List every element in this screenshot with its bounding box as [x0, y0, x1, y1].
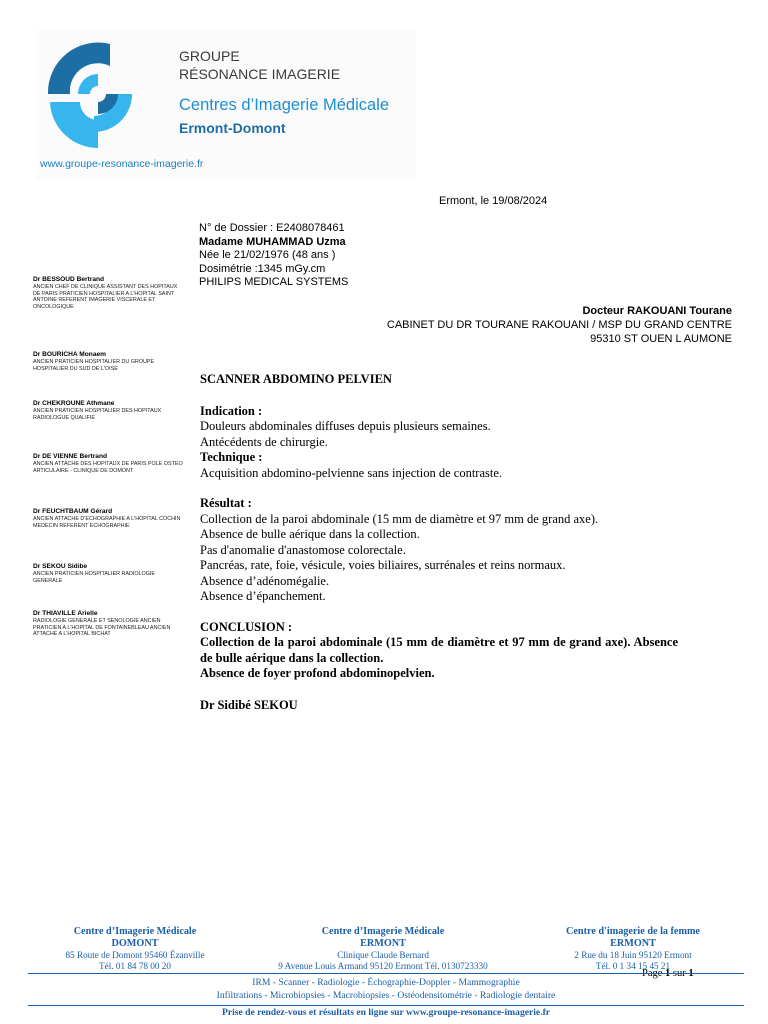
- brand-group: GROUPE: [179, 48, 240, 64]
- recipient-block: [387, 304, 732, 346]
- staff-desc: ANCIEN ATTACHE DES HOPITAUX DE PARIS POLE OSTEO ARTICULAIRE - CLINIQUE DE DOMONT: [33, 461, 183, 474]
- footer-domont: [40, 926, 230, 971]
- device: PHILIPS MEDICAL SYSTEMS: [199, 276, 349, 288]
- conclusion-last: Absence de foyer profond abdominopelvien.: [200, 666, 435, 680]
- staff-item: [33, 563, 183, 584]
- resultat-line: Pancréas, rate, foie, vésicule, voies biliaires, surrénales et reins normaux.: [200, 558, 566, 572]
- staff-name: Dr CHEKROUNE Athmane: [33, 400, 115, 407]
- staff-item: [33, 276, 183, 310]
- staff-desc: ANCIEN ATTACHE D'ECHOGRAPHIE A L'HOPITAL COCHIN MEDECIN REFERENT ECHOGRAPHIE: [33, 516, 181, 529]
- staff-desc: RADIOLOGIE GENERALE ET SENOLOGIE ANCIEN PRATICIEN A L'HOPITAL DE FONTAINEBLEAU ANCIEN ATTACHE A L'HOPITAL BICHAT: [33, 618, 171, 638]
- staff-item: [33, 508, 183, 529]
- resultat-line: Absence de bulle aérique dans la collection.: [200, 527, 420, 541]
- footer-ermont-address: 9 Avenue Louis Armand 95120 Ermont Tél. 0130723330: [278, 960, 488, 971]
- staff-item: [33, 610, 183, 638]
- staff-name: Dr SEKOU Sidibe: [33, 563, 88, 570]
- staff-item: [33, 453, 183, 474]
- staff-name: Dr DE VIENNE Bertrand: [33, 453, 108, 460]
- footer-ermont: [262, 926, 504, 971]
- resultat-line: Pas d'anomalie d'anastomose colorectale.: [200, 542, 406, 557]
- resultat-line: Collection de la paroi abdominale (15 mm de diamètre et 97 mm de grand axe).: [200, 511, 599, 526]
- services-line-2: Infiltrations - Microbiopsies - Macrobiopsies - Ostéodensitométrie - Radiologie dentaire: [216, 989, 556, 1001]
- patient-info: [199, 222, 348, 290]
- technique-line: Acquisition abdomino-pelvienne sans injection de contraste.: [200, 465, 503, 480]
- conclusion-text: Collection de la paroi abdominale (15 mm de diamètre et 97 mm de grand axe). Absence de bulle aérique dans la collection.: [200, 635, 678, 665]
- staff-desc: ANCIEN CHEF DE CLINIQUE ASSISTANT DES HOPITAUX DE PARIS PRATICIEN HOSPITALIER A L'HOPITAL SAINT ANTOINE REFERENT IMAGERIE VISCERALE ET ONCOLOGIQUE: [33, 284, 178, 310]
- signature: Dr Sidibé SEKOU: [200, 697, 298, 712]
- brand-centres: Centres d’Imagerie Médicale: [179, 96, 390, 114]
- footer-domont-city: DOMONT: [111, 938, 159, 949]
- report-body: [200, 372, 678, 713]
- resultat-line: Absence d’adénomégalie.: [200, 573, 330, 588]
- resultat-line: Absence d’épanchement.: [200, 589, 326, 603]
- footer-services: [28, 977, 744, 1002]
- conclusion-heading: CONCLUSION :: [200, 619, 293, 634]
- brand-site: Ermont-Domont: [179, 120, 286, 136]
- patient-birth: Née le 21/02/1976 (48 ans ): [199, 249, 336, 261]
- footer-femme-city: ERMONT: [610, 938, 656, 949]
- staff-name: Dr BOURICHA Monaem: [33, 351, 107, 358]
- clinic-logo: [36, 30, 416, 180]
- indication-line: Antécédents de chirurgie.: [200, 434, 328, 449]
- report-date: Ermont, le 19/08/2024: [439, 195, 548, 207]
- dosimetry: Dosimétrie :1345 mGy.cm: [199, 262, 326, 275]
- staff-desc: ANCIEN PRATICIEN HOSPITALIER DES HOPITAUX RADIOLOGUE QUALIFIE: [33, 408, 162, 421]
- staff-name: Dr BESSOUD Bertrand: [33, 276, 105, 283]
- recipient-address: 95310 ST OUEN L AUMONE: [590, 333, 732, 345]
- footer-femme-phone: Tél. 0 1 34 15 45 21: [595, 960, 671, 971]
- resultat-heading: Résultat :: [200, 496, 252, 510]
- technique-heading: Technique :: [200, 450, 263, 464]
- footer-rdv-link[interactable]: Prise de rendez-vous et résultats en ligne sur www.groupe-resonance-imagerie.fr: [221, 1007, 551, 1018]
- footer-ermont-clinic: Clinique Claude Bernard: [337, 950, 429, 960]
- footer-femme-title: Centre d'imagerie de la femme: [566, 926, 700, 937]
- recipient-doctor: Docteur RAKOUANI Tourane: [582, 305, 732, 317]
- staff-item: [33, 400, 183, 421]
- resonance-logo-icon: [40, 36, 140, 151]
- staff-item: [33, 351, 183, 372]
- footer-femme-address: 2 Rue du 18 Juin 95120 Ermont: [574, 950, 692, 960]
- footer-domont-address: 85 Route de Domont 95460 Ézanville: [65, 950, 205, 960]
- footer-divider: [28, 1005, 744, 1006]
- footer-ermont-title: Centre d’Imagerie Médicale: [321, 926, 445, 937]
- footer-femme: [528, 926, 738, 971]
- staff-name: Dr THIAVILLE Arielle: [33, 610, 98, 617]
- indication-line: Douleurs abdominales diffuses depuis plusieurs semaines.: [200, 419, 491, 433]
- recipient-cabinet: CABINET DU DR TOURANE RAKOUANI / MSP DU GRAND CENTRE: [386, 319, 732, 331]
- staff-desc: ANCIEN PRATICIEN HOSPITALIER DU GROUPE HOSPITALIER DU SUD DE L'OISE: [33, 359, 155, 372]
- report-title: SCANNER ABDOMINO PELVIEN: [200, 372, 392, 386]
- brand-resonance: RÉSONANCE IMAGERIE: [179, 66, 341, 82]
- indication-heading: Indication :: [200, 403, 263, 418]
- staff-name: Dr FEUCHTBAUM Gérard: [33, 508, 113, 515]
- services-line-1: IRM - Scanner - Radiologie - Échographie-Doppler - Mammographie: [252, 977, 520, 988]
- dossier-number: N° de Dossier : E2408078461: [199, 222, 345, 234]
- patient-name: Madame MUHAMMAD Uzma: [199, 235, 346, 248]
- footer-ermont-city: ERMONT: [360, 938, 406, 949]
- brand-url[interactable]: www.groupe-resonance-imagerie.fr: [40, 158, 204, 170]
- footer-domont-phone: Tél. 01 84 78 00 20: [99, 960, 171, 971]
- staff-desc: ANCIEN PRATICIEN HOSPITALIER RADIOLOGIE GENERALE: [33, 571, 156, 584]
- footer-domont-title: Centre d’Imagerie Médicale: [73, 926, 197, 937]
- footer-divider: [28, 973, 744, 974]
